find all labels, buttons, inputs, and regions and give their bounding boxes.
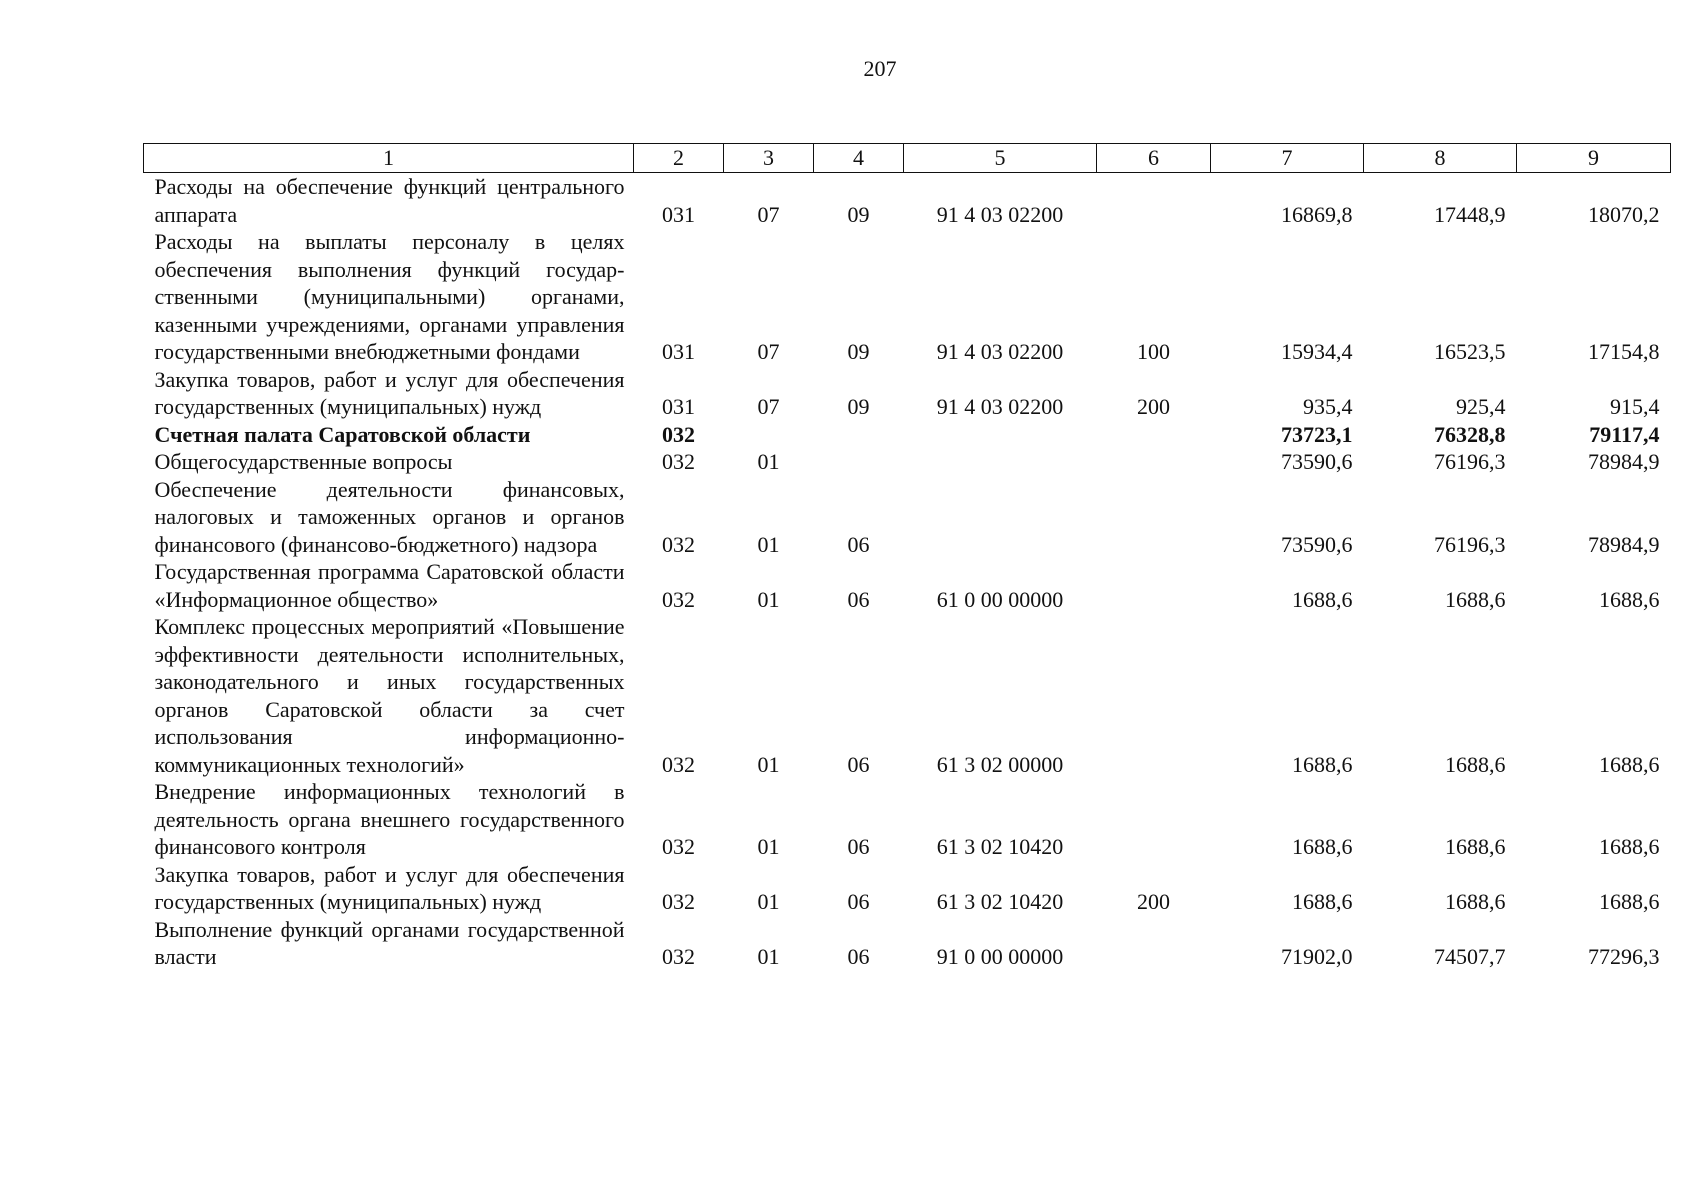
cell-target-article: 91 4 03 02200 [936, 394, 1064, 419]
cell-amount-col9: 78984,9 [1588, 449, 1660, 474]
column-header: 5 [904, 144, 1097, 173]
cell-admin-code: 032 [662, 751, 695, 777]
cell-admin-code: 032 [662, 449, 695, 474]
cell-subsection [814, 448, 904, 476]
cell-amount-col8: 74507,7 [1434, 944, 1506, 969]
cell-amount-col7: 1688,6 [1292, 889, 1353, 914]
column-header: 9 [1517, 144, 1671, 173]
header-row [144, 144, 1671, 173]
table-row [144, 228, 1671, 366]
cell-amount-col8: 1688,6 [1445, 889, 1506, 914]
cell-admin-code: 032 [662, 889, 695, 914]
cell-subsection [814, 421, 904, 449]
column-header: 6 [1097, 144, 1211, 173]
cell-section: 07 [757, 201, 780, 227]
row-name: Счетная палата Саратовской области [154, 421, 531, 447]
cell-target-article: 61 3 02 00000 [936, 751, 1064, 777]
column-header: 7 [1211, 144, 1364, 173]
row-name: Обеспечение деятельности финансовых, налоговых и таможенных органов и органов финансового (финансово-бюджетного) надзора [154, 476, 625, 557]
cell-section: 01 [757, 751, 780, 777]
cell-subsection: 06 [847, 889, 870, 914]
cell-amount-col7: 1688,6 [1292, 586, 1353, 612]
cell-amount-col9: 17154,8 [1588, 339, 1660, 364]
cell-section: 01 [757, 449, 780, 474]
column-header: 2 [634, 144, 724, 173]
cell-admin-code: 032 [662, 421, 695, 447]
cell-section: 01 [757, 531, 780, 557]
cell-section: 01 [757, 586, 780, 612]
cell-expense-type [1097, 173, 1211, 229]
cell-admin-code: 031 [662, 339, 695, 364]
cell-amount-col7: 16869,8 [1281, 201, 1353, 227]
table-row [144, 861, 1671, 916]
cell-amount-col9: 1688,6 [1599, 586, 1660, 612]
cell-amount-col7: 1688,6 [1292, 751, 1353, 777]
table-row [144, 613, 1671, 778]
cell-amount-col9: 1688,6 [1599, 751, 1660, 777]
cell-expense-type [1097, 916, 1211, 971]
cell-expense-type [1097, 558, 1211, 613]
cell-target-article: 61 0 00 00000 [936, 586, 1064, 612]
cell-section: 07 [757, 394, 780, 419]
cell-amount-col9: 1688,6 [1599, 889, 1660, 914]
cell-target-article [904, 421, 1097, 449]
cell-target-article [904, 476, 1097, 559]
row-name: Общегосударственные вопросы [154, 449, 453, 474]
cell-expense-type [1097, 448, 1211, 476]
table-row [144, 778, 1671, 861]
cell-amount-col8: 76196,3 [1434, 531, 1506, 557]
cell-amount-col9: 915,4 [1610, 394, 1660, 419]
column-header: 3 [724, 144, 814, 173]
column-header: 4 [814, 144, 904, 173]
cell-expense-type: 200 [1137, 889, 1170, 914]
table-row [144, 476, 1671, 559]
page-number: 207 [863, 56, 897, 81]
cell-amount-col8: 76196,3 [1434, 449, 1506, 474]
cell-admin-code: 032 [662, 834, 695, 859]
cell-amount-col9: 18070,2 [1588, 201, 1660, 227]
column-header: 1 [144, 144, 634, 173]
cell-section [724, 421, 814, 449]
cell-target-article: 91 0 00 00000 [936, 944, 1064, 969]
cell-admin-code: 031 [662, 394, 695, 419]
cell-amount-col8: 1688,6 [1445, 586, 1506, 612]
cell-target-article [904, 448, 1097, 476]
cell-amount-col7: 1688,6 [1292, 834, 1353, 859]
cell-admin-code: 031 [662, 201, 695, 227]
cell-amount-col8: 925,4 [1456, 394, 1506, 419]
cell-subsection: 09 [847, 339, 870, 364]
column-header: 8 [1364, 144, 1517, 173]
cell-subsection: 09 [847, 394, 870, 419]
row-name: Внедрение информационных технологий в деятельность органа внешнего государственного финансового контроля [154, 779, 625, 859]
cell-section: 07 [757, 339, 780, 364]
cell-amount-col9: 77296,3 [1588, 944, 1660, 969]
table-row [144, 448, 1671, 476]
cell-section: 01 [757, 889, 780, 914]
cell-expense-type [1097, 778, 1211, 861]
table-row [144, 558, 1671, 613]
cell-expense-type: 100 [1137, 339, 1170, 364]
budget-table [143, 143, 1671, 971]
cell-subsection: 09 [847, 201, 870, 227]
cell-subsection: 06 [847, 751, 870, 777]
cell-subsection: 06 [847, 944, 870, 969]
cell-target-article: 61 3 02 10420 [936, 889, 1064, 914]
cell-admin-code: 032 [662, 531, 695, 557]
cell-target-article: 61 3 02 10420 [936, 834, 1064, 859]
cell-expense-type: 200 [1137, 394, 1170, 419]
cell-expense-type [1097, 613, 1211, 778]
row-name: Расходы на выплаты персоналу в целях обеспечения выполнения функций государственными (муниципальными) органами, казенными учреждениями, органами управления государственными внебюджетными фондами [154, 229, 625, 364]
cell-amount-col8: 76328,8 [1434, 421, 1506, 447]
table-row [144, 173, 1671, 229]
cell-subsection: 06 [847, 586, 870, 612]
row-name: Комплекс процессных мероприятий «Повышение эффективности деятельности исполнительных, законодательного и иных государственных органов Саратовской области за счет использования информационно-коммуникационных технологий» [154, 614, 625, 777]
cell-expense-type [1097, 476, 1211, 559]
table-row [144, 421, 1671, 449]
cell-amount-col7: 73723,1 [1281, 421, 1353, 447]
row-name: Выполнение функций органами государственной власти [154, 916, 625, 969]
cell-target-article: 91 4 03 02200 [936, 201, 1064, 227]
row-name: Расходы на обеспечение функций центрального аппарата [154, 174, 625, 227]
cell-amount-col8: 17448,9 [1434, 201, 1506, 227]
cell-amount-col7: 73590,6 [1281, 449, 1353, 474]
table-row [144, 366, 1671, 421]
cell-section: 01 [757, 834, 780, 859]
cell-amount-col7: 71902,0 [1281, 944, 1353, 969]
row-name: Государственная программа Саратовской области «Информационное общество» [154, 559, 625, 612]
table-row [144, 916, 1671, 971]
cell-admin-code: 032 [662, 586, 695, 612]
cell-section: 01 [757, 944, 780, 969]
row-name: Закупка товаров, работ и услуг для обеспечения государственных (муниципальных) нужд [154, 861, 625, 914]
cell-amount-col9: 1688,6 [1599, 834, 1660, 859]
cell-admin-code: 032 [662, 944, 695, 969]
cell-amount-col7: 15934,4 [1281, 339, 1353, 364]
row-name: Закупка товаров, работ и услуг для обеспечения государственных (муниципальных) нужд [154, 366, 625, 419]
cell-amount-col9: 79117,4 [1589, 421, 1660, 447]
table-body [144, 173, 1671, 971]
cell-amount-col8: 16523,5 [1434, 339, 1506, 364]
cell-amount-col7: 935,4 [1303, 394, 1353, 419]
cell-amount-col8: 1688,6 [1445, 834, 1506, 859]
cell-target-article: 91 4 03 02200 [936, 339, 1064, 364]
cell-amount-col8: 1688,6 [1445, 751, 1506, 777]
cell-expense-type [1097, 421, 1211, 449]
cell-amount-col7: 73590,6 [1281, 531, 1353, 557]
cell-amount-col9: 78984,9 [1588, 531, 1660, 557]
cell-subsection: 06 [847, 531, 870, 557]
cell-subsection: 06 [847, 834, 870, 859]
